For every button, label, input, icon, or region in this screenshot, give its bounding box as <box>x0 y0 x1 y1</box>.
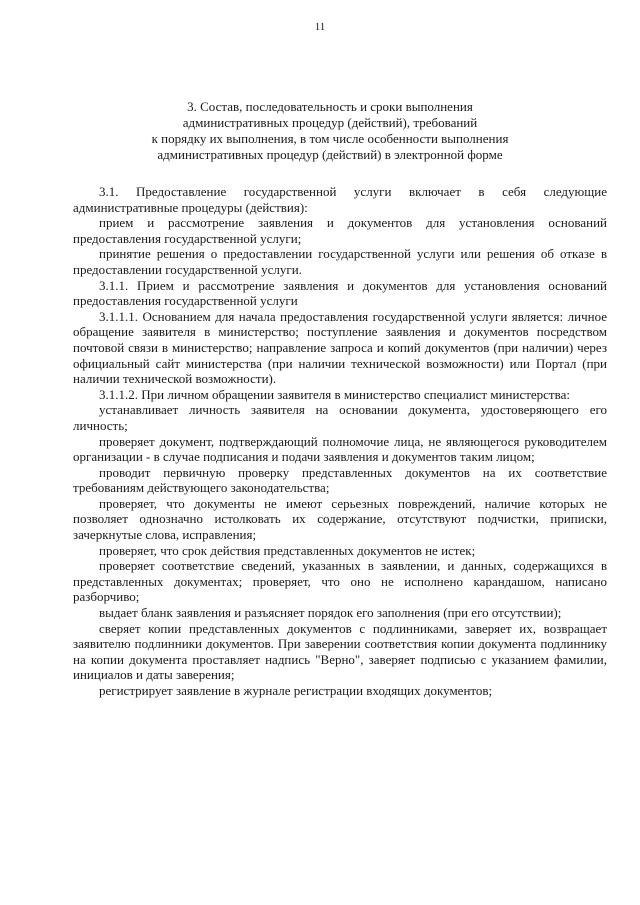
heading-line: 3. Состав, последовательность и сроки выполнения <box>187 99 473 114</box>
paragraph: проверяет соответствие сведений, указанных в заявлении, и данных, содержащихся в представленных документах; проверяет, что оно не исполнено карандашом, написано разборчиво; <box>73 558 607 605</box>
paragraph: прием и рассмотрение заявления и документов для установления оснований предоставления государственной услуги; <box>73 215 607 246</box>
section-heading <box>60 99 600 163</box>
paragraph: сверяет копии представленных документов с подлинниками, заверяет их, возвращает заявителю подлинники документов. При заверении соответствия копии документа подлиннику на копии документа проставляет надпись "Верно", заверяет подписью с указанием фамилии, инициалов и даты заверения; <box>73 620 607 683</box>
heading-line: административных процедур (действий) в электронной форме <box>157 147 503 162</box>
paragraph: 3.1.1.2. При личном обращении заявителя в министерство специалист министерства: <box>99 386 570 402</box>
page-number: 11 <box>314 21 326 33</box>
heading-line: к порядку их выполнения, в том числе особенности выполнения <box>151 131 509 146</box>
paragraph: выдает бланк заявления и разъясняет порядок его заполнения (при его отсутствии); <box>99 605 562 621</box>
paragraph: проводит первичную проверку представленных документов на их соответствие требованиям действующего законодательства; <box>73 464 607 496</box>
paragraph: устанавливает личность заявителя на основании документа, удостоверяющего его личность; <box>73 402 607 433</box>
paragraph: 3.1.1.1. Основанием для начала предоставления государственной услуги является: личное обращение заявителя в министерство; поступление заявления и документов посредством почтовой связи в министерство; направление запроса и копий документов (при наличии) через официальный сайт министерства (при наличии технической возможности) или Портал (при наличии технической возможности). <box>73 308 607 387</box>
heading-line: административных процедур (действий), требований <box>182 115 478 130</box>
paragraph: принятие решения о предоставлении государственной услуги или решения об отказе в предоставлении государственной услуги. <box>73 246 607 277</box>
document-body <box>73 184 607 699</box>
paragraph: проверяет, что документы не имеют серьезных повреждений, наличие которых не позволяет однозначно истолковать их содержание, отсутствуют подчистки, приписки, зачеркнутые слова, исправления; <box>73 495 607 543</box>
paragraph: регистрирует заявление в журнале регистрации входящих документов; <box>99 683 493 698</box>
paragraph: проверяет, что срок действия представленных документов не истек; <box>99 542 476 558</box>
paragraph: 3.1. Предоставление государственной услуги включает в себя следующие административные процедуры (действия): <box>73 184 607 215</box>
paragraph: проверяет документ, подтверждающий полномочие лица, не являющегося руководителем организации - в случае подписания и подачи заявления и документов таким лицом; <box>73 433 607 465</box>
paragraph: 3.1.1. Прием и рассмотрение заявления и документов для установления оснований предоставления государственной услуги <box>73 277 607 309</box>
